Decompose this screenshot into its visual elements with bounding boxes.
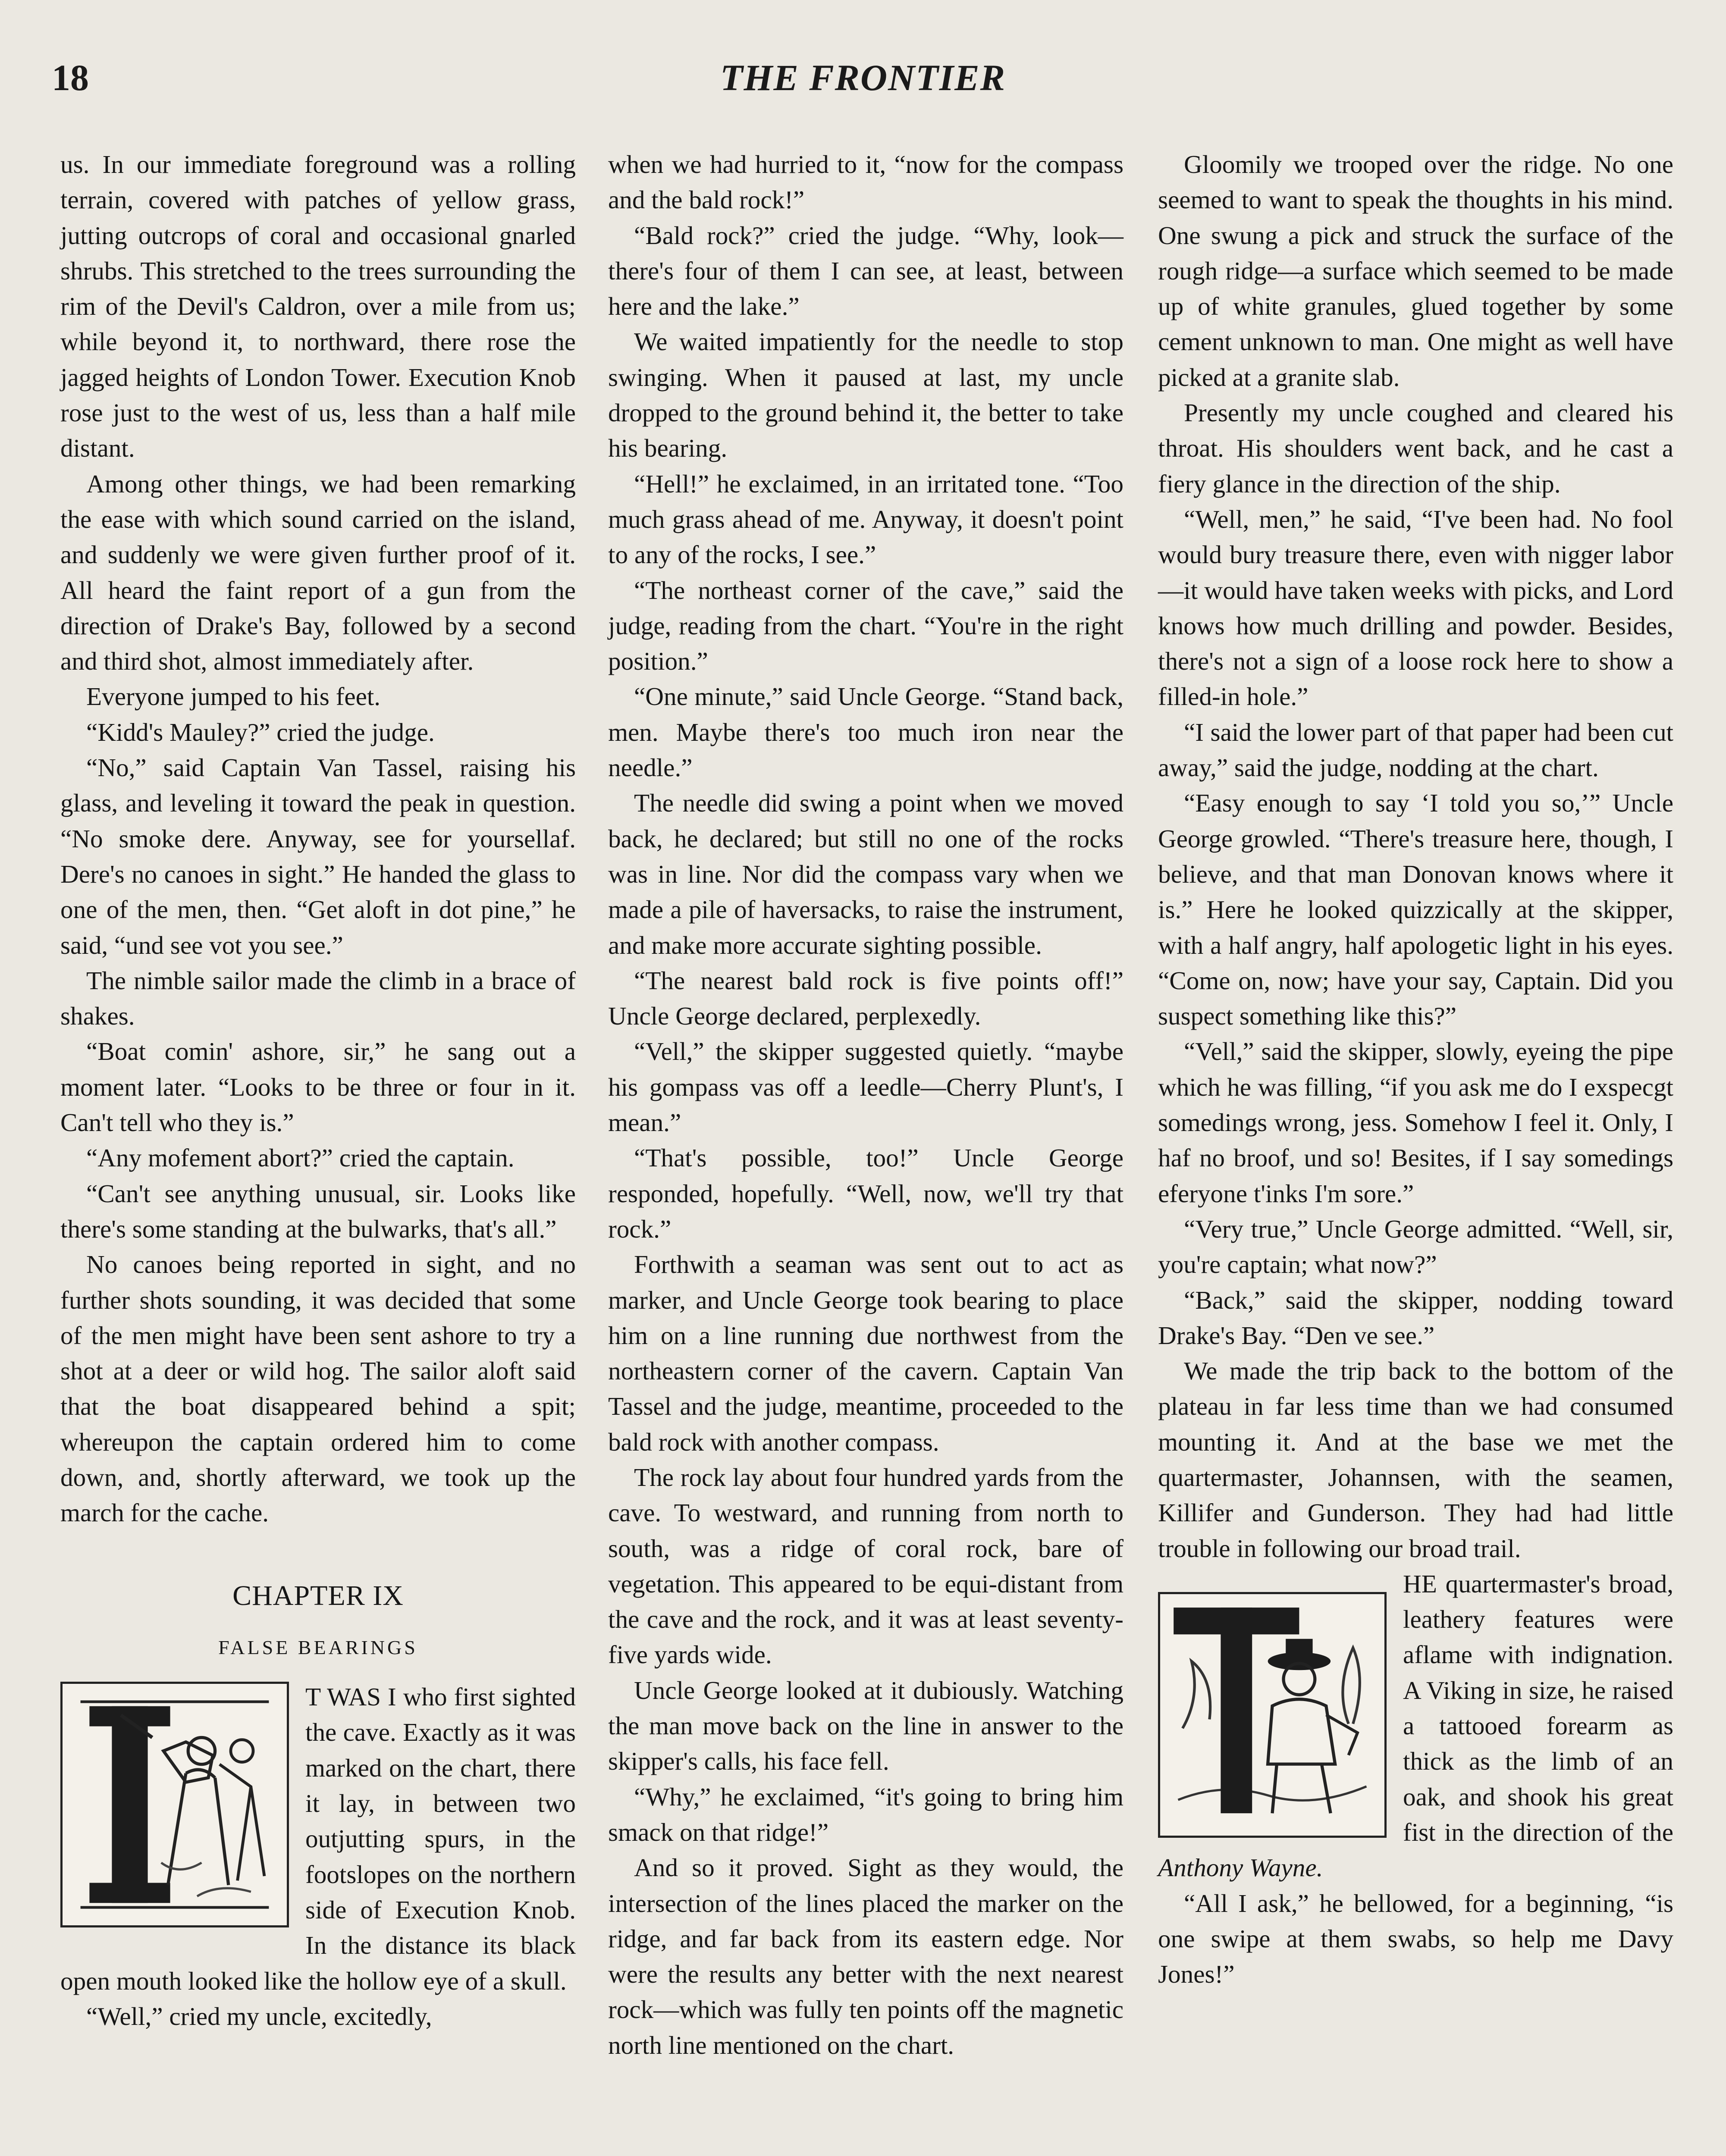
paragraph: We waited impatiently for the needle to stop swinging. When it paused at last, my uncle dropped to the ground behind it, the better to take his bearing. [608, 327, 1123, 463]
text-column-2 [608, 147, 1123, 2063]
chapter-subtitle: FALSE BEARINGS [218, 1636, 418, 1658]
paragraph: “Bald rock?” cried the judge. “Why, look—there's four of them I can see, at least, between here and the lake.” [608, 221, 1123, 321]
running-title: THE FRONTIER [720, 57, 1006, 98]
paragraph: “Vell,” said the skipper, slowly, eyeing the pipe which he was filling, “if you ask me do I exspecgt somedings wrong, jess. Somehow I feel it. Only, I haf no broof, und so! Besites, if I say somedings eferyone t'inks I'm sore.” [1158, 1037, 1673, 1208]
paragraph: “One minute,” said Uncle George. “Stand back, men. Maybe there's too much iron near the needle.” [608, 682, 1123, 782]
paragraph: “The northeast corner of the cave,” said the judge, reading from the chart. “You're in the right position.” [608, 576, 1123, 676]
paragraph: “Kidd's Mauley?” cried the judge. [86, 718, 435, 746]
paragraph: No canoes being reported in sight, and no further shots sounding, it was decided that some of the men might have been sent ashore to try a shot at a deer or wild hog. The sailor aloft said that the boat disappeared behind a spit; whereupon the captain ordered him to come down, and, shortly afterward, we took up the march for the cache. [60, 1250, 576, 1527]
paragraph: “Can't see anything unusual, sir. Looks like there's some standing at the bulwarks, that's all.” [60, 1179, 576, 1243]
paragraph: “No,” said Captain Van Tassel, raising his glass, and leveling it toward the peak in question. “No smoke dere. Anyway, see for yoursellaf. Dere's no canoes in sight.” He handed the glass to one of the men, then. “Get aloft in dot pine,” he said, “und see vot you see.” [60, 753, 576, 959]
paragraph: Uncle George looked at it dubiously. Watching the man move back on the line in answer to the skipper's calls, his face fell. [608, 1676, 1123, 1776]
paragraph: “Well,” cried my uncle, excitedly, [86, 2002, 432, 2031]
paragraph: Presently my uncle coughed and cleared his throat. His shoulders went back, and he cast a fiery glance in the direction of the ship. [1158, 398, 1673, 498]
paragraph: “I said the lower part of that paper had been cut away,” said the judge, nodding at the chart. [1158, 718, 1673, 782]
paragraph: “All I ask,” he bellowed, for a beginning, “is one swipe at them swabs, so help me Davy Jones!” [1158, 1889, 1673, 1989]
drop-cap-illustration-I [60, 1682, 289, 1927]
paragraph: “Very true,” Uncle George admitted. “Well, sir, you're captain; what now?” [1158, 1214, 1673, 1279]
paragraph: “Any mofement abort?” cried the captain. [86, 1144, 515, 1172]
paragraph: “That's possible, too!” Uncle George responded, hopefully. “Well, now, we'll try that rock.” [608, 1144, 1123, 1243]
text-column-3 [1158, 147, 1673, 1992]
paragraph: when we had hurried to it, “now for the compass and the bald rock!” [608, 150, 1123, 214]
text-column-1 [60, 147, 576, 2034]
paragraph: “Vell,” the skipper suggested quietly. “maybe his gompass vas off a leedle—Cherry Plunt's, I mean.” [608, 1037, 1123, 1137]
paragraph: “Why,” he exclaimed, “it's going to bring him smack on that ridge!” [608, 1782, 1123, 1846]
paragraph: us. In our immediate foreground was a rolling terrain, covered with patches of yellow grass, jutting outcrops of coral and occasional gnarled shrubs. This stretched to the trees surrounding the rim of the Devil's Caldron, over a mile from us; while beyond it, to northward, there rose the jagged heights of London Tower. Execution Knob rose just to the west of us, less than a half mile distant. [60, 150, 576, 463]
paragraph: And so it proved. Sight as they would, the intersection of the lines placed the marker on the ridge, and far back from its eastern edge. Nor were the results any better with the next nearest rock—which was fully ten points off the magnetic north line mentioned on the chart. [608, 1853, 1123, 2059]
paragraph: Forthwith a seaman was sent out to act as marker, and Uncle George took bearing to place him on a line running due northwest from the northeastern corner of the cavern. Captain Van Tassel and the judge, meantime, proceeded to the bald rock with another compass. [608, 1250, 1123, 1456]
paragraph: “The nearest bald rock is five points off!” Uncle George declared, perplexedly. [608, 966, 1123, 1031]
paragraph: T WAS I who first sighted the cave. Exactly as it was marked on the chart, there it lay, in between two outjutting spurs, in the footslopes on the northern side of Execution Knob. In the distance its black open mouth looked like the hollow eye of a skull. [60, 1683, 576, 1995]
paragraph: “Back,” said the skipper, nodding toward Drake's Bay. “Den ve see.” [1158, 1285, 1673, 1350]
paragraph: “Easy enough to say ‘I told you so,’” Uncle George growled. “There's treasure here, though, I believe, and that man Donovan knows where it is.” Here he looked quizzically at the skipper, with a half angry, half apologetic light in his eyes. “Come on, now; have your say, Captain. Did you suspect something like this?” [1158, 789, 1673, 1031]
paragraph: “Hell!” he exclaimed, in an irritated tone. “Too much grass ahead of me. Anyway, it doesn't point to any of the rocks, I see.” [608, 469, 1123, 569]
paragraph: The needle did swing a point when we moved back, he declared; but still no one of the rocks was in line. Nor did the compass vary when we made a pile of haversacks, to raise the instrument, and make more accurate sighting possible. [608, 789, 1123, 959]
drop-cap-illustration-T [1158, 1592, 1387, 1838]
paragraph: “Well, men,” he said, “I've been had. No fool would bury treasure there, even with nigger labor—it would have taken weeks with picks, and Lord knows how much drilling and powder. Besides, there's not a sign of a loose rock here to show a filled-in hole.” [1158, 505, 1673, 711]
paragraph-text: HE quartermaster's broad, leathery features were aflame with indignation. A Viking in size, he raised a tattooed forearm as thick as the limb of an oak, and shook his great fist in the direction of the [1403, 1569, 1673, 1846]
paragraph: “Boat comin' ashore, sir,” he sang out a moment later. “Looks to be three or four in it. Can't tell who they is.” [60, 1037, 576, 1137]
page-header [0, 56, 1726, 112]
paragraph: Among other things, we had been remarking the ease with which sound carried on the island, and suddenly we were given further proof of it. All heard the faint report of a gun from the direction of Drake's Bay, followed by a second and third shot, almost immediately after. [60, 469, 576, 676]
paragraph: Gloomily we trooped over the ridge. No one seemed to want to speak the thoughts in his mind. One swung a pick and struck the surface of the rough ridge—a surface which seemed to be made up of white granules, glued together by some cement unknown to man. One might as well have picked at a granite slab. [1158, 150, 1673, 392]
paragraph: Everyone jumped to his feet. [86, 682, 381, 711]
chapter-heading: CHAPTER IX [232, 1579, 404, 1611]
page-number: 18 [52, 57, 89, 98]
ship-name: Anthony Wayne. [1158, 1853, 1323, 1882]
paragraph: The rock lay about four hundred yards from the cave. To westward, and running from north to south, was a ridge of coral rock, bare of vegetation. This appeared to be equi-distant from the cave and the rock, and it was at least seventy-five yards wide. [608, 1463, 1123, 1669]
paragraph: We made the trip back to the bottom of the plateau in far less time than we had consumed mounting it. And at the base we met the quartermaster, Johannsen, with the seamen, Killifer and Gunderson. They had had little trouble in following our broad trail. [1158, 1357, 1673, 1563]
paragraph: The nimble sailor made the climb in a brace of shakes. [60, 966, 576, 1031]
